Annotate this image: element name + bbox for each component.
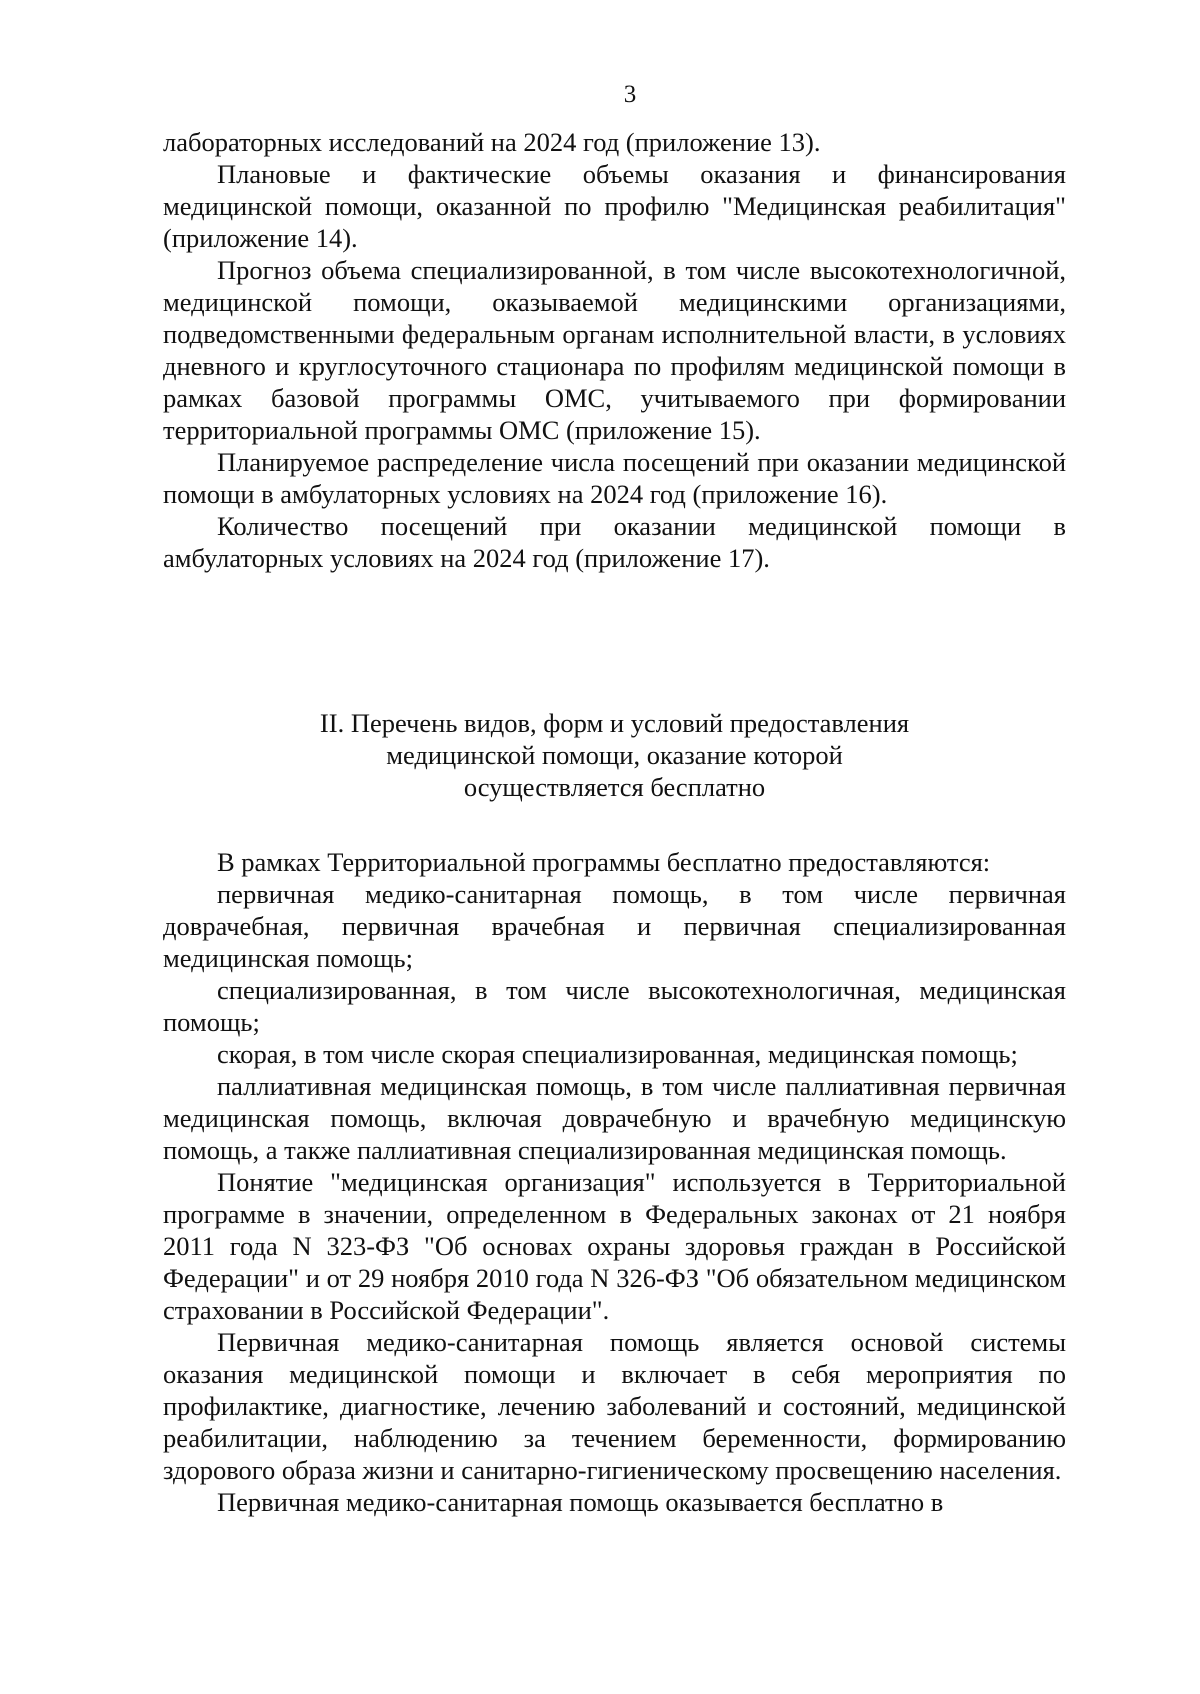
list-item-primary-care: первичная медико-санитарная помощь, в том числе первичная доврачебная, первичная врачебная и первичная специализированная медицинская помощь; bbox=[163, 879, 1066, 973]
section-heading-line-3: осуществляется бесплатно bbox=[463, 772, 766, 802]
section-heading bbox=[163, 707, 1066, 803]
list-item-specialized-care: специализированная, в том числе высокотехнологичная, медицинская помощь; bbox=[163, 975, 1066, 1037]
paragraph-specialized-forecast: Прогноз объема специализированной, в том числе высокотехнологичной, медицинской помощи, оказываемой медицинскими организациями, подведомственными федеральным органам исполнительной власти, в условиях дневного и круглосуточного стационара по профилям медицинской помощи в рамках базовой программы ОМС, учитываемого при формировании территориальной программы ОМС (приложение 15). bbox=[163, 255, 1066, 445]
section-heading-line-1: II. Перечень видов, форм и условий предоставления bbox=[319, 708, 910, 738]
section-heading-line-2: медицинской помощи, оказание которой bbox=[386, 740, 843, 770]
paragraph-medical-organization-definition: Понятие "медицинская организация" используется в Территориальной программе в значении, определенном в Федеральных законах от 21 ноября 2011 года N 323-ФЗ "Об основах охраны здоровья граждан в Российской Федерации" и от 29 ноября 2010 года N 326-ФЗ "Об обязательном медицинском страховании в Российской Федерации". bbox=[163, 1167, 1066, 1325]
paragraph-visits-distribution: Планируемое распределение числа посещений при оказании медицинской помощи в амбулаторных условиях на 2024 год (приложение 16). bbox=[163, 447, 1066, 509]
paragraph-free-provision: В рамках Территориальной программы бесплатно предоставляются: bbox=[217, 847, 991, 877]
paragraph-primary-care-basis: Первичная медико-санитарная помощь является основой системы оказания медицинской помощи и включает в себя мероприятия по профилактике, диагностике, лечению заболеваний и состояний, медицинской реабилитации, наблюдению за течением беременности, формированию здорового образа жизни и санитарно-гигиеническому просвещению населения. bbox=[163, 1327, 1066, 1485]
paragraph-continuation: лабораторных исследований на 2024 год (приложение 13). bbox=[163, 127, 821, 157]
paragraph-visits-count: Количество посещений при оказании медицинской помощи в амбулаторных условиях на 2024 год (приложение 17). bbox=[163, 511, 1066, 573]
paragraph-rehabilitation-volumes: Плановые и фактические объемы оказания и финансирования медицинской помощи, оказанной по профилю "Медицинская реабилитация" (приложение 14). bbox=[163, 159, 1066, 253]
paragraph-primary-care-free: Первичная медико-санитарная помощь оказывается бесплатно в bbox=[217, 1487, 944, 1517]
page-number: 3 bbox=[623, 81, 637, 108]
list-item-palliative-care: паллиативная медицинская помощь, в том числе паллиативная первичная медицинская помощь, включая доврачебную и врачебную медицинскую помощь, а также паллиативная специализированная медицинская помощь. bbox=[163, 1071, 1066, 1165]
list-item-emergency-care: скорая, в том числе скорая специализированная, медицинская помощь; bbox=[217, 1039, 1018, 1069]
intro-text-block bbox=[163, 126, 1066, 574]
section-text-block bbox=[163, 846, 1066, 1518]
